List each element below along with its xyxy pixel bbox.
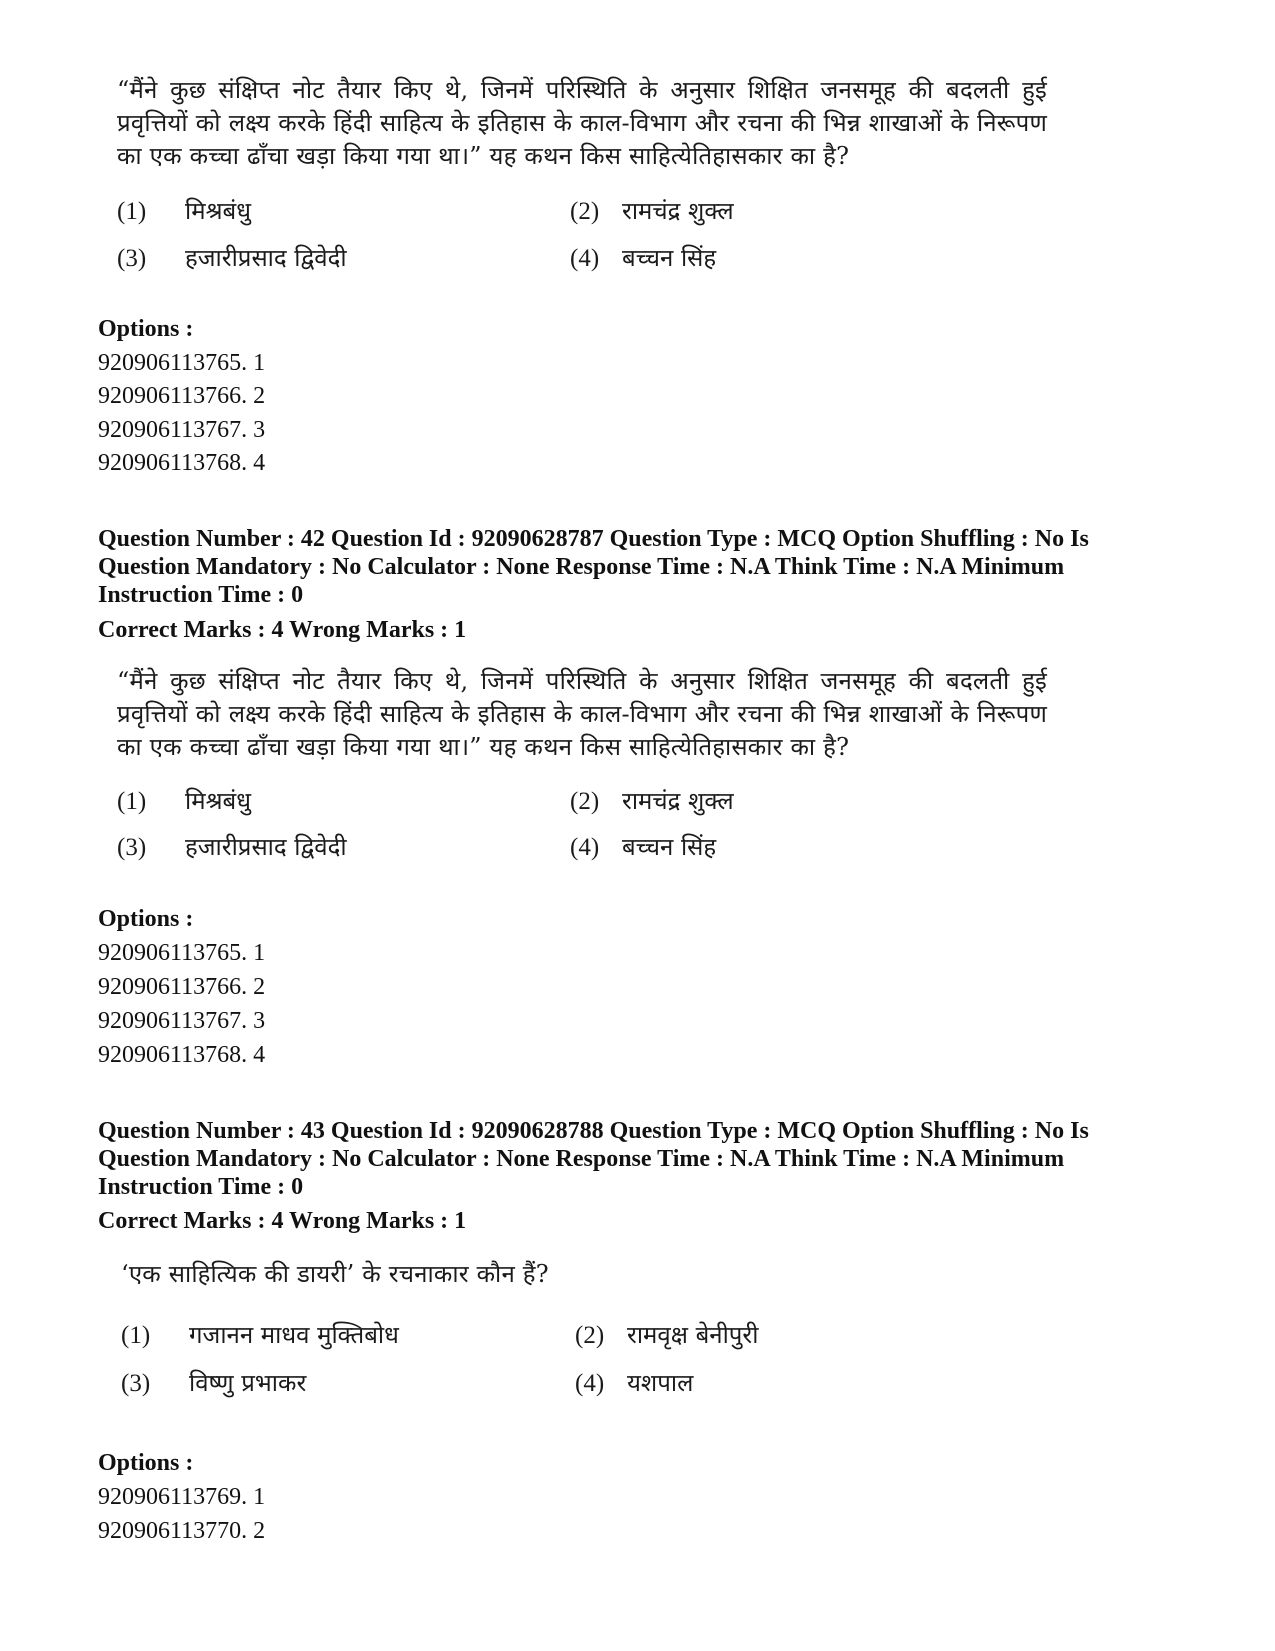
choice-number: (2): [570, 198, 600, 225]
question-42-text: “मैंने कुछ संक्षिप्त नोट तैयार किए थे, जिनमें परिस्थिति के अनुसार शिक्षित जनसमूह की बदलती हुई प्रवृत्तियों को लक्ष्य करके हिंदी साहित्य के इतिहास के काल-विभाग और रचना की भिन्न शाखाओं के निरूपण का एक कच्चा ढाँचा खड़ा किया गया था।” यह कथन किस साहित्येतिहासकार का है?: [117, 667, 1047, 761]
choice-number: (2): [575, 1322, 605, 1349]
option-line: 920906113766. 2: [98, 974, 266, 1000]
option-line: 920906113767. 3: [98, 417, 266, 443]
choice-number: (4): [575, 1370, 605, 1397]
question-43-text: ‘एक साहित्यिक की डायरी’ के रचनाकार कौन हैं?: [121, 1260, 549, 1288]
q43-choice-3: [121, 1368, 306, 1399]
option-line: 920906113768. 4: [98, 450, 266, 476]
question-41-text: “मैंने कुछ संक्षिप्त नोट तैयार किए थे, जिनमें परिस्थिति के अनुसार शिक्षित जनसमूह की बदलती हुई प्रवृत्तियों को लक्ष्य करके हिंदी साहित्य के इतिहास के काल-विभाग और रचना की भिन्न शाखाओं के निरूपण का एक कच्चा ढाँचा खड़ा किया गया था।” यह कथन किस साहित्येतिहासकार का है?: [117, 76, 1047, 170]
choice-label: हजारीप्रसाद द्विवेदी: [185, 833, 347, 861]
choice-label: रामचंद्र शुक्ल: [622, 787, 734, 815]
choice-number: (1): [121, 1322, 151, 1349]
choice-label: रामचंद्र शुक्ल: [622, 197, 734, 225]
q41-choice-2: [570, 196, 734, 227]
q43-choice-1: [121, 1320, 399, 1351]
question-42-meta: Question Number : 42 Question Id : 92090628787 Question Type : MCQ Option Shuffling : No Is Question Mandatory : No Calculator : None Response Time : N.A Think Time : N.A Minimum Instruction Time : 0: [98, 526, 1089, 608]
q41-choice-3: [117, 243, 347, 274]
choice-label: विष्णु प्रभाकर: [189, 1369, 307, 1397]
q41-choice-4: [570, 243, 716, 274]
question-42-marks: Correct Marks : 4 Wrong Marks : 1: [98, 617, 467, 643]
choice-number: (4): [570, 245, 600, 272]
option-line: 920906113766. 2: [98, 383, 266, 409]
option-line: 920906113765. 1: [98, 350, 266, 376]
choice-number: (3): [121, 1370, 151, 1397]
choice-label: यशपाल: [627, 1369, 694, 1397]
q42-choice-3: [117, 832, 347, 863]
q42-choice-1: [117, 786, 251, 817]
question-43-meta: Question Number : 43 Question Id : 92090628788 Question Type : MCQ Option Shuffling : No Is Question Mandatory : No Calculator : None Response Time : N.A Think Time : N.A Minimum Instruction Time : 0: [98, 1118, 1089, 1200]
options-heading: Options :: [98, 316, 194, 342]
question-43-marks: Correct Marks : 4 Wrong Marks : 1: [98, 1208, 467, 1234]
q42-choice-4: [570, 832, 716, 863]
choice-label: गजानन माधव मुक्तिबोध: [189, 1321, 399, 1349]
choice-label: बच्चन सिंह: [622, 833, 717, 861]
q43-choice-4: [575, 1368, 693, 1399]
choice-label: हजारीप्रसाद द्विवेदी: [185, 244, 347, 272]
option-line: 920906113768. 4: [98, 1042, 266, 1068]
choice-label: मिश्रबंधु: [185, 197, 252, 225]
q42-choice-2: [570, 786, 734, 817]
options-heading: Options :: [98, 1450, 194, 1476]
choice-number: (3): [117, 834, 147, 861]
option-line: 920906113767. 3: [98, 1008, 266, 1034]
choice-label: रामवृक्ष बेनीपुरी: [627, 1321, 759, 1349]
choice-number: (4): [570, 834, 600, 861]
option-line: 920906113770. 2: [98, 1518, 266, 1544]
q41-choice-1: [117, 196, 251, 227]
choice-number: (1): [117, 198, 147, 225]
choice-number: (3): [117, 245, 147, 272]
q43-choice-2: [575, 1320, 758, 1351]
choice-number: (1): [117, 788, 147, 815]
option-line: 920906113765. 1: [98, 940, 266, 966]
options-heading: Options :: [98, 906, 194, 932]
option-line: 920906113769. 1: [98, 1484, 266, 1510]
choice-label: बच्चन सिंह: [622, 244, 717, 272]
choice-label: मिश्रबंधु: [185, 787, 252, 815]
choice-number: (2): [570, 788, 600, 815]
